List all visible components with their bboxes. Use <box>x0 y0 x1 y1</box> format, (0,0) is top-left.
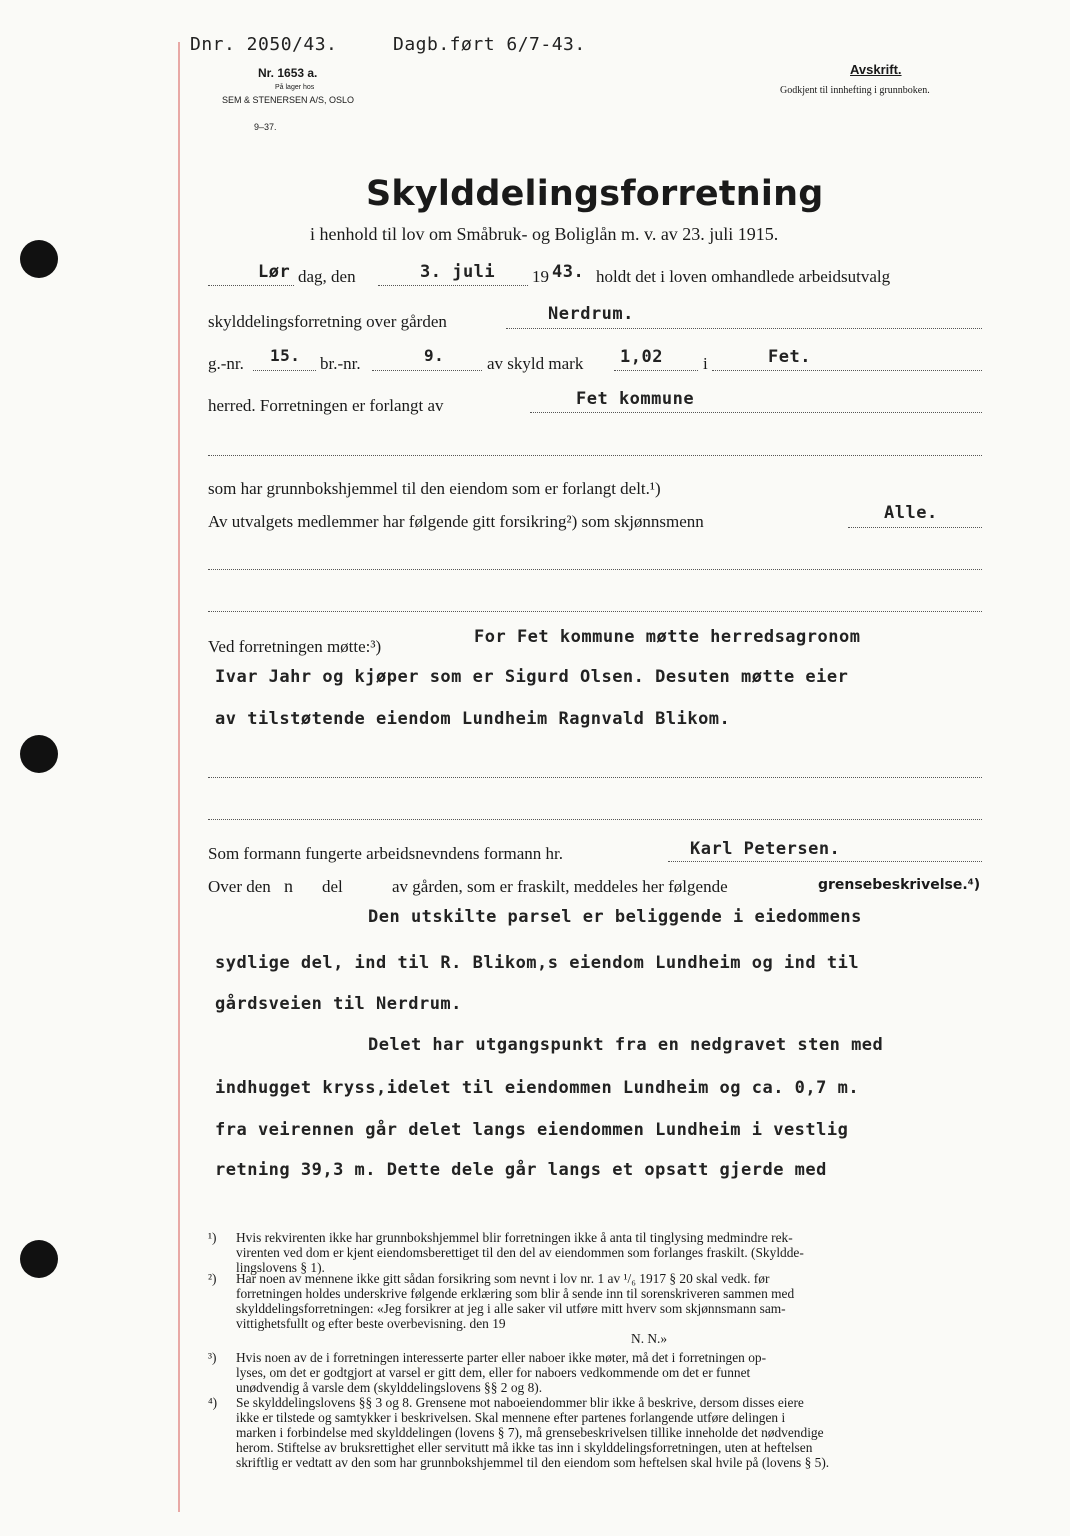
forsikring-value: Alle. <box>884 503 938 523</box>
formann-value: Karl Petersen. <box>690 839 841 859</box>
footnote-4-line: Se skylddelingslovens §§ 3 og 8. Grensene mot naboeiendommer blir ikke å beskrive, dersom disses eiere <box>236 1395 804 1410</box>
footnote-4-line: herom. Stiftelse av bruksrettighet eller servitutt må ikke tas inn i skylddelingsforretningen, uten at heftelsen <box>236 1440 813 1455</box>
over-den-n: n <box>284 876 293 896</box>
empty-dotline-2 <box>208 569 982 570</box>
forlangt-dotline <box>530 412 982 413</box>
brnr-label: br.-nr. <box>320 354 361 373</box>
footnote-1-line: virenten ved dom er kjent eiendomsberettiget til den del av eiendommen som forlanges fraskilt. (Skyldde- <box>236 1245 804 1260</box>
day-dotline <box>208 285 294 286</box>
place-value: Fet. <box>768 347 811 367</box>
footnote-2-line: skylddelingsforretningen: «Jeg forsikrer at jeg i alle saker vil utføre mitt hverv som skjønnsmann sam- <box>236 1301 786 1316</box>
footnote-4-line: marken i forbindelse med skylddelingen (lovens § 7), må grensebeskrivelsen tillike inneholde det nødvendige <box>236 1425 824 1440</box>
i-label: i <box>703 354 708 373</box>
punch-hole-middle <box>20 735 58 773</box>
avskrift-label: Avskrift. <box>850 62 902 77</box>
description-line-3: gårdsveien til Nerdrum. <box>215 994 462 1014</box>
grensebeskrivelse-label: grensebeskrivelse.⁴) <box>818 877 981 893</box>
form-date: 9–37. <box>254 122 277 132</box>
footnote-2-line: N. N.» <box>236 1331 668 1346</box>
year-prefix: 19 <box>532 267 549 286</box>
year-value: 43. <box>552 262 585 282</box>
footnote-2 <box>208 1271 982 1351</box>
formann-label: Som formann fungerte arbeidsnevndens formann hr. <box>208 844 564 863</box>
place-dotline <box>712 370 982 371</box>
gnr-dotline <box>253 370 316 371</box>
document-title: Skylddelingsforretning <box>366 174 824 214</box>
dag-den-label: dag, den <box>298 267 356 286</box>
over-den-label: Over den <box>208 877 271 896</box>
footnote-1-line: lingslovens § 1). <box>236 1260 325 1275</box>
publisher-line1: På lager hos <box>275 84 315 91</box>
garden-value: Nerdrum. <box>548 304 634 324</box>
footnote-3-line: Hvis noen av de i forretningen interesserte parter eller naboer ikke møter, må det i forretningen op- <box>236 1350 767 1365</box>
skyld-dotline <box>614 370 698 371</box>
footnote-4 <box>208 1395 982 1475</box>
gnr-value: 15. <box>270 346 301 365</box>
skyld-value: 1,02 <box>620 347 663 367</box>
dnr-stamp: Dnr. 2050/43. <box>190 34 338 55</box>
skyld-label: av skyld mark <box>487 354 584 373</box>
footnote-3 <box>208 1350 982 1400</box>
description-line-1: Den utskilte parsel er beliggende i eiedommens <box>368 907 862 927</box>
empty-dotline-4 <box>208 777 982 778</box>
footnote-4-number: ⁴) <box>208 1395 218 1410</box>
over-garden-label: skylddelingsforretning over gården <box>208 312 447 331</box>
grunnbok-text: som har grunnbokshjemmel til den eiendom som er forlangt delt.¹) <box>208 479 661 498</box>
av-garden-text: av gården, som er fraskilt, meddeles her følgende <box>392 877 728 896</box>
description-line-7: retning 39,3 m. Dette dele går langs et opsatt gjerde med <box>215 1160 827 1180</box>
brnr-value: 9. <box>424 346 445 365</box>
footnote-2-number: ²) <box>208 1271 217 1286</box>
motte-line-1: For Fet kommune møtte herredsagronom <box>474 627 861 647</box>
footnote-4-line: ikke er tilstede og samtykker i beskrivelsen. Skal mennene efter partenes forlangende utføre delingen i <box>236 1410 786 1425</box>
garden-dotline <box>506 328 982 329</box>
document-subtitle: i henhold til lov om Småbruk- og Boliglån m. v. av 23. juli 1915. <box>310 224 779 244</box>
brnr-dotline <box>372 370 482 371</box>
dagb-stamp: Dagb.ført 6/7-43. <box>393 34 586 55</box>
red-margin-line <box>178 42 180 1512</box>
punch-hole-top <box>20 240 58 278</box>
description-line-4: Delet har utgangspunkt fra en nedgravet sten med <box>368 1035 884 1055</box>
day-value: Lør <box>258 262 291 282</box>
forsikring-dotline <box>848 527 982 528</box>
publisher-line2: SEM & STENERSEN A/S, OSLO <box>222 95 355 105</box>
formann-dotline <box>668 861 982 862</box>
footnote-3-line: unødvendig å varsle dem (skylddelingslovens §§ 2 og 8). <box>236 1380 543 1395</box>
herred-label: herred. Forretningen er forlangt av <box>208 396 444 415</box>
motte-label: Ved forretningen møtte:³) <box>208 637 382 656</box>
footnote-1-line: Hvis rekvirenten ikke har grunnbokshjemmel blir forretningen ikke å anta til tinglysing medmindre rek- <box>236 1230 793 1245</box>
date-value: 3. juli <box>420 262 496 282</box>
punch-hole-bottom <box>20 1240 58 1278</box>
footnote-2-line: forretningen holdes underskrive følgende erklæring som blir å sende inn til sorenskriveren sammen med <box>236 1286 795 1301</box>
footnote-3-line: lyses, om det er godtgjort at varsel er gitt dem, eller for naboers vedkommende om det er funnet <box>236 1365 751 1380</box>
godkjent-text: Godkjent til innhefting i grunnboken. <box>780 85 930 96</box>
date-dotline <box>378 285 528 286</box>
forsikring-text: Av utvalgets medlemmer har følgende gitt forsikring²) som skjønnsmenn <box>208 512 704 531</box>
gnr-label: g.-nr. <box>208 354 244 373</box>
footnote-2-line: Har noen av mennene ikke gitt sådan forsikring som nevnt i lov nr. 1 av ¹/₆ 1917 § 20 skal vedk. før <box>236 1271 770 1286</box>
empty-dotline-5 <box>208 819 982 820</box>
empty-dotline-3 <box>208 611 982 612</box>
footnote-3-number: ³) <box>208 1350 217 1365</box>
forlangt-value: Fet kommune <box>576 389 695 409</box>
footnote-1-number: ¹) <box>208 1230 217 1245</box>
motte-line-2: Ivar Jahr og kjøper som er Sigurd Olsen. Desuten møtte eier <box>215 667 849 687</box>
footnote-4-line: skriftlig er vedtatt av den som har grunnbokshjemmel til den eiendom som heftelsen skal hvile på (lovens § 5). <box>236 1455 830 1470</box>
empty-dotline-1 <box>208 455 982 456</box>
del-label: del <box>322 877 343 896</box>
form-number: Nr. 1653 a. <box>258 66 318 80</box>
description-line-6: fra veirennen går delet langs eiendommen Lundheim i vestlig <box>215 1120 849 1140</box>
description-line-5: indhugget kryss,idelet til eiendommen Lundheim og ca. 0,7 m. <box>215 1078 860 1098</box>
motte-line-3: av tilstøtende eiendom Lundheim Ragnvald Blikom. <box>215 709 731 729</box>
description-line-2: sydlige del, ind til R. Blikom,s eiendom Lundheim og ind til <box>215 953 860 973</box>
holdt-text: holdt det i loven omhandlede arbeidsutvalg <box>596 267 891 286</box>
footnote-2-line: vittighetsfullt og efter beste overbevisning. den 19 <box>236 1316 506 1331</box>
